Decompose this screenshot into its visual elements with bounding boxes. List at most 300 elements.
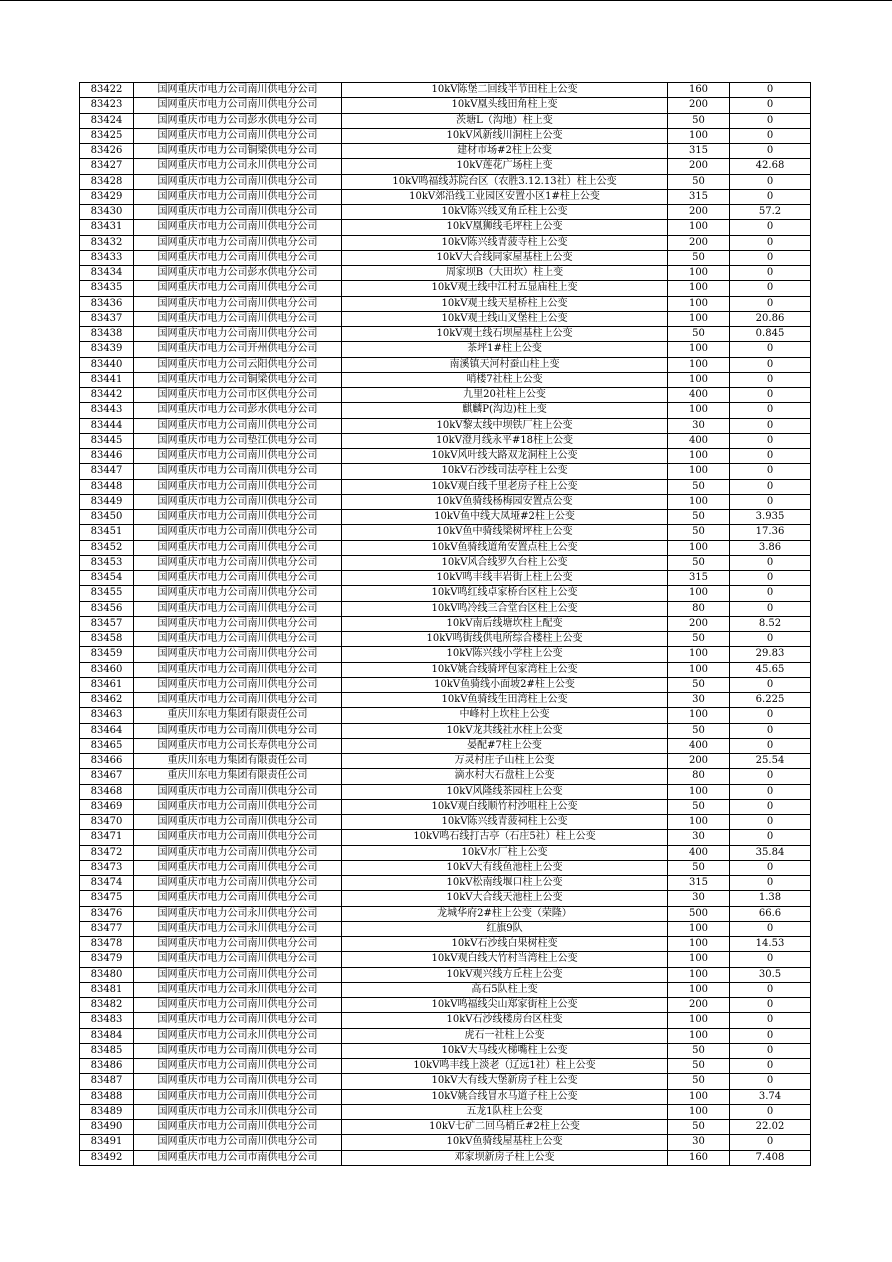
table-row — [80, 327, 811, 342]
cell-load: 0 — [730, 98, 811, 113]
cell-capacity: 50 — [668, 113, 730, 128]
cell-transformer-name: 10kV鸣福线尖山郑家街柱上公变 — [342, 998, 668, 1013]
cell-transformer-name: 虎石一社柱上公变 — [342, 1028, 668, 1043]
cell-capacity: 50 — [668, 525, 730, 540]
cell-transformer-name: 10kV鸣冷线三合堂台区柱上公变 — [342, 601, 668, 616]
cell-id: 83470 — [80, 815, 134, 830]
cell-load: 0 — [730, 1135, 811, 1150]
table-row — [80, 1104, 811, 1119]
cell-id: 83461 — [80, 677, 134, 692]
cell-capacity: 80 — [668, 601, 730, 616]
table-row — [80, 555, 811, 570]
table-row — [80, 144, 811, 159]
cell-capacity: 100 — [668, 449, 730, 464]
table-row — [80, 571, 811, 586]
cell-load: 0 — [730, 860, 811, 875]
cell-company: 国网重庆市电力公司南川供电分公司 — [134, 693, 342, 708]
cell-company: 国网重庆市电力公司南川供电分公司 — [134, 281, 342, 296]
table-row — [80, 830, 811, 845]
cell-company: 国网重庆市电力公司南川供电分公司 — [134, 128, 342, 143]
cell-capacity: 50 — [668, 1059, 730, 1074]
cell-id: 83478 — [80, 937, 134, 952]
cell-load: 0 — [730, 296, 811, 311]
cell-company: 国网重庆市电力公司南川供电分公司 — [134, 799, 342, 814]
cell-load: 0 — [730, 799, 811, 814]
table-row — [80, 891, 811, 906]
cell-capacity: 50 — [668, 174, 730, 189]
cell-transformer-name: 10kV风新线川洞柱上公变 — [342, 128, 668, 143]
cell-load: 0 — [730, 479, 811, 494]
cell-transformer-name: 10kV莲花广场柱上变 — [342, 159, 668, 174]
cell-load: 0 — [730, 113, 811, 128]
table-row — [80, 906, 811, 921]
cell-transformer-name: 10kV凰狮线毛坪柱上公变 — [342, 220, 668, 235]
cell-load: 0 — [730, 494, 811, 509]
transformer-table — [79, 82, 811, 1166]
table-row — [80, 357, 811, 372]
cell-company: 国网重庆市电力公司南川供电分公司 — [134, 98, 342, 113]
table-row — [80, 449, 811, 464]
cell-id: 83443 — [80, 403, 134, 418]
cell-transformer-name: 10kV鸣丰线丰岩街上柱上公变 — [342, 571, 668, 586]
cell-company: 国网重庆市电力公司南川供电分公司 — [134, 967, 342, 982]
cell-transformer-name: 10kV风隆线茶园柱上公变 — [342, 784, 668, 799]
cell-company: 国网重庆市电力公司南川供电分公司 — [134, 1089, 342, 1104]
cell-load: 0 — [730, 403, 811, 418]
cell-id: 83425 — [80, 128, 134, 143]
cell-id: 83428 — [80, 174, 134, 189]
cell-transformer-name: 10kV观白线大竹村当湾柱上公变 — [342, 952, 668, 967]
cell-capacity: 100 — [668, 662, 730, 677]
cell-id: 83476 — [80, 906, 134, 921]
cell-id: 83466 — [80, 754, 134, 769]
cell-id: 83438 — [80, 327, 134, 342]
cell-capacity: 100 — [668, 952, 730, 967]
cell-load: 0 — [730, 464, 811, 479]
table-row — [80, 388, 811, 403]
cell-capacity: 200 — [668, 205, 730, 220]
cell-id: 83442 — [80, 388, 134, 403]
cell-load: 1.38 — [730, 891, 811, 906]
table-row — [80, 296, 811, 311]
cell-capacity: 100 — [668, 403, 730, 418]
table-row — [80, 418, 811, 433]
cell-company: 国网重庆市电力公司南川供电分公司 — [134, 830, 342, 845]
cell-company: 国网重庆市电力公司南川供电分公司 — [134, 952, 342, 967]
cell-capacity: 160 — [668, 83, 730, 98]
table-row — [80, 967, 811, 982]
cell-transformer-name: 10kV鱼骑线杨梅园安置点公变 — [342, 494, 668, 509]
table-row — [80, 128, 811, 143]
cell-transformer-name: 龙城华府2#柱上公变（荣隆） — [342, 906, 668, 921]
cell-load: 0 — [730, 372, 811, 387]
cell-id: 83450 — [80, 510, 134, 525]
cell-company: 国网重庆市电力公司南川供电分公司 — [134, 1120, 342, 1135]
table-row — [80, 1135, 811, 1150]
cell-capacity: 200 — [668, 616, 730, 631]
cell-transformer-name: 10kV姚合线冒水马道子柱上公变 — [342, 1089, 668, 1104]
cell-id: 83480 — [80, 967, 134, 982]
table-row — [80, 372, 811, 387]
cell-capacity: 100 — [668, 296, 730, 311]
cell-transformer-name: 10kV观土线天星桥柱上公变 — [342, 296, 668, 311]
cell-company: 国网重庆市电力公司南川供电分公司 — [134, 174, 342, 189]
table-row — [80, 281, 811, 296]
cell-id: 83455 — [80, 586, 134, 601]
cell-transformer-name: 滴水村大石盘柱上公变 — [342, 769, 668, 784]
cell-load: 0 — [730, 998, 811, 1013]
cell-capacity: 100 — [668, 586, 730, 601]
table-row — [80, 1074, 811, 1089]
cell-company: 国网重庆市电力公司南川供电分公司 — [134, 860, 342, 875]
cell-id: 83422 — [80, 83, 134, 98]
cell-id: 83463 — [80, 708, 134, 723]
cell-id: 83468 — [80, 784, 134, 799]
cell-company: 国网重庆市电力公司南川供电分公司 — [134, 1043, 342, 1058]
cell-company: 国网重庆市电力公司南川供电分公司 — [134, 1135, 342, 1150]
cell-load: 0 — [730, 388, 811, 403]
cell-id: 83471 — [80, 830, 134, 845]
cell-company: 国网重庆市电力公司永川供电分公司 — [134, 982, 342, 997]
cell-id: 83454 — [80, 571, 134, 586]
cell-company: 国网重庆市电力公司市区供电分公司 — [134, 388, 342, 403]
cell-load: 22.02 — [730, 1120, 811, 1135]
table-row — [80, 754, 811, 769]
cell-company: 国网重庆市电力公司南川供电分公司 — [134, 449, 342, 464]
cell-load: 0 — [730, 830, 811, 845]
cell-load: 0 — [730, 784, 811, 799]
cell-load: 8.52 — [730, 616, 811, 631]
cell-transformer-name: 10kV鱼骑线生田湾柱上公变 — [342, 693, 668, 708]
cell-id: 83435 — [80, 281, 134, 296]
table-row — [80, 982, 811, 997]
table-row — [80, 662, 811, 677]
table-row — [80, 860, 811, 875]
table-row — [80, 433, 811, 448]
cell-id: 83440 — [80, 357, 134, 372]
cell-transformer-name: 麒麟P(沟边)柱上变 — [342, 403, 668, 418]
cell-load: 0 — [730, 1104, 811, 1119]
cell-company: 国网重庆市电力公司南川供电分公司 — [134, 1013, 342, 1028]
cell-company: 重庆川东电力集团有限责任公司 — [134, 769, 342, 784]
cell-transformer-name: 10kV黎太线中坝铁厂柱上公变 — [342, 418, 668, 433]
cell-company: 重庆川东电力集团有限责任公司 — [134, 754, 342, 769]
cell-capacity: 100 — [668, 266, 730, 281]
cell-transformer-name: 10kV观白线千里老房子柱上公变 — [342, 479, 668, 494]
cell-id: 83489 — [80, 1104, 134, 1119]
table-row — [80, 952, 811, 967]
cell-capacity: 100 — [668, 311, 730, 326]
cell-transformer-name: 10kV大合线同家屋基柱上公变 — [342, 250, 668, 265]
cell-capacity: 100 — [668, 982, 730, 997]
cell-company: 国网重庆市电力公司永川供电分公司 — [134, 1104, 342, 1119]
cell-company: 国网重庆市电力公司南川供电分公司 — [134, 998, 342, 1013]
table-row — [80, 921, 811, 936]
table-row — [80, 647, 811, 662]
cell-capacity: 100 — [668, 784, 730, 799]
cell-company: 国网重庆市电力公司南川供电分公司 — [134, 937, 342, 952]
cell-company: 国网重庆市电力公司南川供电分公司 — [134, 1074, 342, 1089]
cell-capacity: 200 — [668, 998, 730, 1013]
cell-transformer-name: 10kV陈兴线青菠寺柱上公变 — [342, 235, 668, 250]
cell-load: 0 — [730, 235, 811, 250]
cell-load: 0 — [730, 708, 811, 723]
cell-load: 45.65 — [730, 662, 811, 677]
cell-load: 0 — [730, 1028, 811, 1043]
cell-capacity: 200 — [668, 235, 730, 250]
cell-transformer-name: 中峰村上坎柱上公变 — [342, 708, 668, 723]
cell-capacity: 50 — [668, 677, 730, 692]
cell-capacity: 50 — [668, 1074, 730, 1089]
cell-company: 国网重庆市电力公司长寿供电分公司 — [134, 738, 342, 753]
table-row — [80, 159, 811, 174]
cell-id: 83460 — [80, 662, 134, 677]
table-row — [80, 1043, 811, 1058]
cell-transformer-name: 茶坪1#柱上公变 — [342, 342, 668, 357]
cell-company: 国网重庆市电力公司云阳供电分公司 — [134, 357, 342, 372]
cell-load: 0 — [730, 952, 811, 967]
cell-company: 国网重庆市电力公司南川供电分公司 — [134, 571, 342, 586]
cell-id: 83469 — [80, 799, 134, 814]
table-row — [80, 250, 811, 265]
table-row — [80, 876, 811, 891]
cell-id: 83482 — [80, 998, 134, 1013]
cell-company: 国网重庆市电力公司南川供电分公司 — [134, 510, 342, 525]
table-row — [80, 174, 811, 189]
cell-capacity: 200 — [668, 754, 730, 769]
cell-capacity: 400 — [668, 433, 730, 448]
cell-transformer-name: 10kV大有线大堡新房子柱上公变 — [342, 1074, 668, 1089]
cell-company: 国网重庆市电力公司南川供电分公司 — [134, 845, 342, 860]
cell-capacity: 100 — [668, 937, 730, 952]
cell-capacity: 30 — [668, 418, 730, 433]
cell-id: 83457 — [80, 616, 134, 631]
cell-id: 83465 — [80, 738, 134, 753]
cell-company: 国网重庆市电力公司南川供电分公司 — [134, 494, 342, 509]
cell-id: 83456 — [80, 601, 134, 616]
cell-company: 国网重庆市电力公司铜梁供电分公司 — [134, 372, 342, 387]
cell-transformer-name: 邓家坝新房子柱上公变 — [342, 1150, 668, 1165]
cell-capacity: 315 — [668, 144, 730, 159]
table-row — [80, 525, 811, 540]
cell-load: 17.36 — [730, 525, 811, 540]
cell-load: 0 — [730, 433, 811, 448]
cell-transformer-name: 10kV鱼骑线屋基柱上公变 — [342, 1135, 668, 1150]
cell-id: 83472 — [80, 845, 134, 860]
cell-transformer-name: 万灵村庄子山柱上公变 — [342, 754, 668, 769]
cell-transformer-name: 晏配#7柱上公变 — [342, 738, 668, 753]
cell-transformer-name: 10kV鱼中线大凤垭#2柱上公变 — [342, 510, 668, 525]
cell-load: 3.74 — [730, 1089, 811, 1104]
cell-load: 0 — [730, 418, 811, 433]
cell-company: 国网重庆市电力公司铜梁供电分公司 — [134, 144, 342, 159]
cell-load: 35.84 — [730, 845, 811, 860]
cell-transformer-name: 南溪镇天河村蚕山柱上变 — [342, 357, 668, 372]
cell-load: 0 — [730, 982, 811, 997]
cell-company: 国网重庆市电力公司南川供电分公司 — [134, 815, 342, 830]
cell-transformer-name: 哨楼7社柱上公变 — [342, 372, 668, 387]
cell-company: 国网重庆市电力公司南川供电分公司 — [134, 418, 342, 433]
cell-company: 国网重庆市电力公司永川供电分公司 — [134, 921, 342, 936]
cell-capacity: 100 — [668, 921, 730, 936]
table-row — [80, 616, 811, 631]
cell-load: 0 — [730, 174, 811, 189]
cell-id: 83488 — [80, 1089, 134, 1104]
cell-capacity: 30 — [668, 891, 730, 906]
cell-capacity: 315 — [668, 571, 730, 586]
cell-capacity: 100 — [668, 647, 730, 662]
table-row — [80, 1150, 811, 1165]
cell-company: 国网重庆市电力公司垫江供电分公司 — [134, 433, 342, 448]
cell-capacity: 500 — [668, 906, 730, 921]
page-top-rule — [0, 0, 892, 1]
cell-capacity: 100 — [668, 220, 730, 235]
table-row — [80, 601, 811, 616]
table-row — [80, 235, 811, 250]
table-row — [80, 784, 811, 799]
table-row — [80, 1013, 811, 1028]
table-row — [80, 998, 811, 1013]
cell-company: 国网重庆市电力公司市南供电分公司 — [134, 1150, 342, 1165]
cell-load: 66.6 — [730, 906, 811, 921]
table-row — [80, 342, 811, 357]
cell-load: 0 — [730, 128, 811, 143]
cell-id: 83451 — [80, 525, 134, 540]
cell-transformer-name: 10kV龙共线社水柱上公变 — [342, 723, 668, 738]
cell-capacity: 315 — [668, 189, 730, 204]
cell-capacity: 50 — [668, 632, 730, 647]
cell-company: 国网重庆市电力公司南川供电分公司 — [134, 540, 342, 555]
cell-load: 0 — [730, 266, 811, 281]
cell-capacity: 315 — [668, 876, 730, 891]
cell-transformer-name: 10kV陈堡二回线半节田柱上公变 — [342, 83, 668, 98]
cell-company: 国网重庆市电力公司南川供电分公司 — [134, 327, 342, 342]
cell-id: 83491 — [80, 1135, 134, 1150]
cell-company: 国网重庆市电力公司永川供电分公司 — [134, 159, 342, 174]
cell-id: 83490 — [80, 1120, 134, 1135]
cell-load: 0 — [730, 342, 811, 357]
cell-load: 0 — [730, 632, 811, 647]
cell-company: 国网重庆市电力公司南川供电分公司 — [134, 677, 342, 692]
cell-load: 0 — [730, 677, 811, 692]
cell-transformer-name: 10kV鸣石线打古亭（石庄5社）柱上公变 — [342, 830, 668, 845]
cell-id: 83464 — [80, 723, 134, 738]
cell-capacity: 50 — [668, 1120, 730, 1135]
cell-load: 0 — [730, 571, 811, 586]
cell-transformer-name: 10kV观土线石坝屋基柱上公变 — [342, 327, 668, 342]
cell-company: 国网重庆市电力公司南川供电分公司 — [134, 876, 342, 891]
cell-company: 国网重庆市电力公司彭水供电分公司 — [134, 113, 342, 128]
cell-id: 83437 — [80, 311, 134, 326]
cell-id: 83426 — [80, 144, 134, 159]
cell-id: 83485 — [80, 1043, 134, 1058]
table-row — [80, 632, 811, 647]
cell-load: 0 — [730, 1059, 811, 1074]
cell-id: 83448 — [80, 479, 134, 494]
cell-company: 国网重庆市电力公司南川供电分公司 — [134, 891, 342, 906]
cell-id: 83433 — [80, 250, 134, 265]
table-row — [80, 708, 811, 723]
cell-transformer-name: 高石5队柱上变 — [342, 982, 668, 997]
cell-load: 25.54 — [730, 754, 811, 769]
cell-id: 83445 — [80, 433, 134, 448]
cell-transformer-name: 10kV观土线中江村五显庙柱上变 — [342, 281, 668, 296]
cell-company: 国网重庆市电力公司南川供电分公司 — [134, 632, 342, 647]
table-row — [80, 494, 811, 509]
cell-id: 83446 — [80, 449, 134, 464]
cell-transformer-name: 10kV南后线塘坎柱上配变 — [342, 616, 668, 631]
cell-id: 83487 — [80, 1074, 134, 1089]
cell-id: 83492 — [80, 1150, 134, 1165]
cell-company: 国网重庆市电力公司南川供电分公司 — [134, 83, 342, 98]
cell-id: 83462 — [80, 693, 134, 708]
cell-capacity: 200 — [668, 159, 730, 174]
cell-load: 0 — [730, 189, 811, 204]
cell-capacity: 100 — [668, 815, 730, 830]
cell-company: 国网重庆市电力公司南川供电分公司 — [134, 311, 342, 326]
cell-capacity: 50 — [668, 250, 730, 265]
cell-load: 3.935 — [730, 510, 811, 525]
cell-load: 6.225 — [730, 693, 811, 708]
cell-transformer-name: 10kV大马线火梯嘴柱上公变 — [342, 1043, 668, 1058]
cell-transformer-name: 10kV鱼骑线道角安置点柱上公变 — [342, 540, 668, 555]
cell-id: 83473 — [80, 860, 134, 875]
cell-capacity: 30 — [668, 1135, 730, 1150]
table-row — [80, 113, 811, 128]
table-row — [80, 693, 811, 708]
cell-capacity: 100 — [668, 1028, 730, 1043]
cell-company: 国网重庆市电力公司南川供电分公司 — [134, 479, 342, 494]
cell-id: 83434 — [80, 266, 134, 281]
cell-id: 83483 — [80, 1013, 134, 1028]
table-row — [80, 510, 811, 525]
cell-load: 0 — [730, 83, 811, 98]
cell-company: 国网重庆市电力公司永川供电分公司 — [134, 1028, 342, 1043]
cell-load: 0 — [730, 281, 811, 296]
table-row — [80, 220, 811, 235]
cell-id: 83481 — [80, 982, 134, 997]
cell-company: 国网重庆市电力公司南川供电分公司 — [134, 647, 342, 662]
cell-capacity: 400 — [668, 738, 730, 753]
cell-id: 83452 — [80, 540, 134, 555]
table-row — [80, 1089, 811, 1104]
cell-id: 83441 — [80, 372, 134, 387]
cell-transformer-name: 10kV风叶线大路双龙洞柱上公变 — [342, 449, 668, 464]
cell-company: 国网重庆市电力公司南川供电分公司 — [134, 525, 342, 540]
cell-load: 7.408 — [730, 1150, 811, 1165]
cell-id: 83467 — [80, 769, 134, 784]
table-row — [80, 311, 811, 326]
cell-load: 0 — [730, 586, 811, 601]
cell-company: 国网重庆市电力公司彭水供电分公司 — [134, 403, 342, 418]
cell-id: 83424 — [80, 113, 134, 128]
cell-capacity: 100 — [668, 708, 730, 723]
cell-load: 3.86 — [730, 540, 811, 555]
table-row — [80, 677, 811, 692]
cell-load: 57.2 — [730, 205, 811, 220]
cell-transformer-name: 10kV郊沿线工业园区安置小区1#柱上公变 — [342, 189, 668, 204]
cell-company: 国网重庆市电力公司开州供电分公司 — [134, 342, 342, 357]
cell-id: 83459 — [80, 647, 134, 662]
cell-id: 83449 — [80, 494, 134, 509]
cell-capacity: 50 — [668, 1043, 730, 1058]
table-row — [80, 1059, 811, 1074]
cell-id: 83431 — [80, 220, 134, 235]
table-row — [80, 464, 811, 479]
cell-transformer-name: 10kV大合线天池柱上公变 — [342, 891, 668, 906]
cell-id: 83447 — [80, 464, 134, 479]
cell-id: 83479 — [80, 952, 134, 967]
